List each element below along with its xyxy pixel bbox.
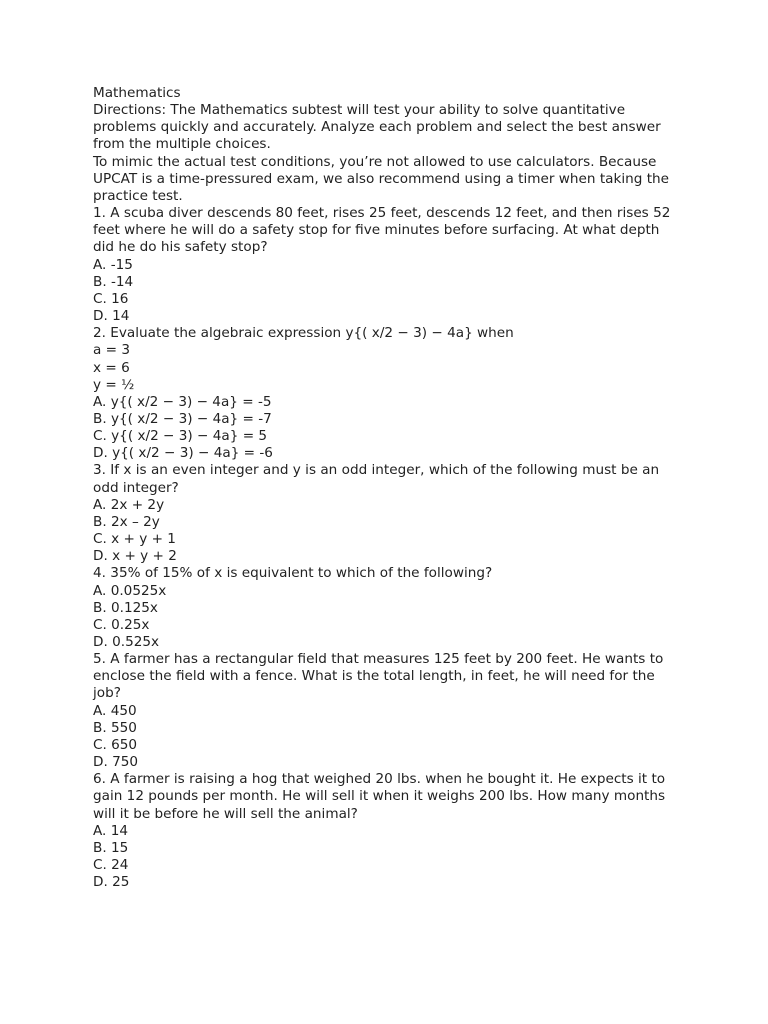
answer-option: C. 0.25x: [93, 616, 150, 633]
answer-option: A. 0.0525x: [93, 582, 167, 599]
section-heading: Mathematics: [93, 85, 181, 101]
question-1: [93, 205, 683, 325]
answer-option: D. x + y + 2: [93, 548, 177, 565]
answer-option: B. y{( x/2 − 3) − 4a} = -7: [93, 410, 272, 427]
answer-option: D. 25: [93, 874, 130, 891]
answer-option: D. 14: [93, 308, 130, 325]
given-value: y = ½: [93, 376, 135, 393]
answer-option: C. 16: [93, 290, 129, 307]
answer-option: D. y{( x/2 − 3) − 4a} = -6: [93, 445, 273, 462]
answer-option: B. 15: [93, 839, 129, 856]
question-text: 1. A scuba diver descends 80 feet, rises 25 feet, descends 12 feet, and then rises 52 feet where he will do a safety stop for five minutes before surfacing. At what depth did he do his safety stop?: [93, 205, 671, 256]
test-note-paragraph: To mimic the actual test conditions, you’re not allowed to use calculators. Because UPCAT is a time-pressured exam, we also recommend using a timer when taking the practice test.: [93, 153, 670, 204]
document-page: [93, 85, 683, 891]
answer-option: A. 2x + 2y: [93, 496, 165, 513]
question-text: 4. 35% of 15% of x is equivalent to which of the following?: [93, 565, 493, 582]
answer-option: B. 0.125x: [93, 599, 158, 616]
question-6: [93, 771, 683, 891]
given-value: a = 3: [93, 342, 131, 359]
question-5: [93, 651, 683, 771]
answer-option: A. -15: [93, 256, 133, 273]
answer-option: C. x + y + 1: [93, 531, 176, 548]
answer-option: D. 0.525x: [93, 634, 160, 650]
directions-paragraph: Directions: The Mathematics subtest will test your ability to solve quantitative problems quickly and accurately. Analyze each problem and select the best answer from the multiple choices.: [93, 102, 661, 153]
answer-option: C. 650: [93, 736, 138, 753]
question-2: [93, 325, 683, 462]
question-text: 5. A farmer has a rectangular field that measures 125 feet by 200 feet. He wants to enclose the field with a fence. What is the total length, in feet, he will need for the job?: [93, 651, 664, 702]
answer-option: C. y{( x/2 − 3) − 4a} = 5: [93, 428, 268, 445]
answer-option: D. 750: [93, 754, 139, 771]
answer-option: A. 14: [93, 822, 128, 839]
answer-option: B. 2x – 2y: [93, 513, 160, 530]
answer-option: B. -14: [93, 273, 134, 290]
question-3: [93, 462, 683, 565]
answer-option: A. 450: [93, 702, 137, 719]
question-text: 2. Evaluate the algebraic expression y{( x/2 − 3) − 4a} when: [93, 325, 514, 342]
answer-option: B. 550: [93, 719, 137, 736]
question-4: [93, 565, 683, 651]
question-text: 6. A farmer is raising a hog that weighed 20 lbs. when he bought it. He expects it to gain 12 pounds per month. He will sell it when it weighs 200 lbs. How many months will it be before he will sell the animal?: [93, 771, 666, 822]
question-text: 3. If x is an even integer and y is an odd integer, which of the following must be an odd integer?: [93, 462, 660, 496]
answer-option: C. 24: [93, 857, 129, 874]
answer-option: A. y{( x/2 − 3) − 4a} = -5: [93, 393, 272, 410]
given-value: x = 6: [93, 359, 130, 376]
